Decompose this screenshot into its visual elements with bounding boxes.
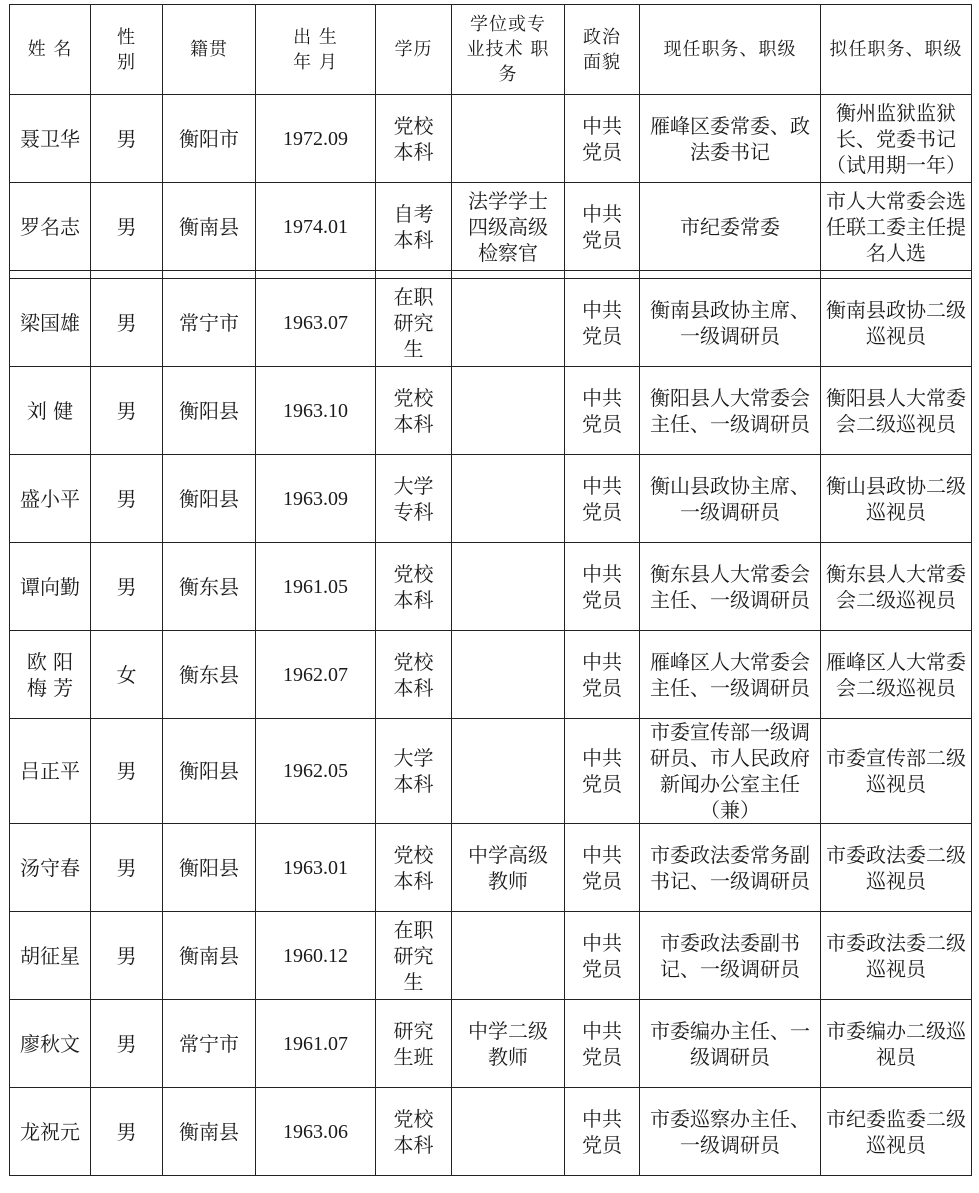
cell-political-text: 中共党员: [582, 746, 622, 796]
table-row: [10, 1000, 972, 1088]
cell-proposed-post: 市人大常委会选任联工委主任提名人选: [821, 183, 972, 271]
cell-education-text: 在职研究生: [393, 917, 434, 994]
cell-origin: 衡阳县: [163, 824, 256, 912]
cell-birth: 1972.09: [256, 95, 376, 183]
cell-current-post: 市纪委常委: [640, 183, 821, 271]
table-row: [10, 824, 972, 912]
cell-degree: [452, 912, 565, 1000]
cell-origin: 衡南县: [163, 1088, 256, 1176]
cell-political-text: 中共党员: [582, 473, 622, 524]
cell-education-text: 党校本科: [393, 649, 434, 700]
cell-name: 刘 健: [10, 367, 91, 455]
cell-education: [376, 631, 452, 719]
cell-political-text: 中共党员: [582, 1106, 622, 1157]
cell-political: [565, 455, 640, 543]
cell-current-post: 市委巡察办主任、一级调研员: [640, 1088, 821, 1176]
cell-current-post: 衡山县政协主席、一级调研员: [640, 455, 821, 543]
table-row: [10, 367, 972, 455]
cell-gender: 男: [91, 279, 163, 367]
cell-gender: 男: [91, 367, 163, 455]
cell-degree-text: 中学高级教师: [468, 842, 548, 893]
cell-name-text: 欧 阳 梅 芳: [26, 649, 74, 700]
cell-political-text: 中共党员: [582, 1018, 622, 1069]
cell-education: [376, 824, 452, 912]
cell-gender: 女: [91, 631, 163, 719]
cell-gender: 男: [91, 1000, 163, 1088]
cell-proposed-post: 市委政法委二级巡视员: [821, 824, 972, 912]
cell-birth: 1963.09: [256, 455, 376, 543]
cell-political-text: 中共党员: [582, 385, 622, 436]
cell-proposed-post: 衡阳县人大常委会二级巡视员: [821, 367, 972, 455]
header-current-post: 现任职务、职级: [640, 5, 821, 95]
cell-education: [376, 95, 452, 183]
cell-birth: 1963.10: [256, 367, 376, 455]
cell-origin: 衡阳县: [163, 719, 256, 824]
cell-origin: 衡南县: [163, 183, 256, 271]
header-name: 姓 名: [10, 5, 91, 95]
cell-political: [565, 824, 640, 912]
cell-education: [376, 543, 452, 631]
header-gender-text: 性 别: [117, 26, 136, 73]
cell-current-post: 雁峰区委常委、政法委书记: [640, 95, 821, 183]
cell-birth: 1961.07: [256, 1000, 376, 1088]
header-education: 学历: [376, 5, 452, 95]
cell-proposed-post: 衡山县政协二级巡视员: [821, 455, 972, 543]
table-row: [10, 719, 972, 824]
cell-education-text: 党校本科: [393, 385, 434, 436]
cell-degree: [452, 455, 565, 543]
cell-current-post: 衡阳县人大常委会主任、一级调研员: [640, 367, 821, 455]
cell-political-text: 中共党员: [582, 561, 622, 612]
cell-proposed-post: 衡东县人大常委会二级巡视员: [821, 543, 972, 631]
cell-political-text: 中共党员: [582, 842, 622, 893]
cell-origin: 衡东县: [163, 631, 256, 719]
cell-degree-text: 中学二级教师: [468, 1018, 548, 1069]
cell-proposed-post: 雁峰区人大常委会二级巡视员: [821, 631, 972, 719]
cell-political-text: 中共党员: [582, 930, 622, 981]
cell-gender: 男: [91, 183, 163, 271]
cell-education-text: 大学专科: [393, 473, 434, 524]
cell-name: 汤守春: [10, 824, 91, 912]
table-row: [10, 631, 972, 719]
cell-proposed-post: 市委政法委二级巡视员: [821, 912, 972, 1000]
cell-origin: 衡阳县: [163, 455, 256, 543]
cell-name: 聂卫华: [10, 95, 91, 183]
cell-name: 龙祝元: [10, 1088, 91, 1176]
cell-current-post: 衡东县人大常委会主任、一级调研员: [640, 543, 821, 631]
cell-political-text: 中共党员: [582, 201, 622, 252]
cell-birth: 1962.07: [256, 631, 376, 719]
table-row: [10, 95, 972, 183]
cell-degree: [452, 1088, 565, 1176]
cell-education: [376, 1088, 452, 1176]
header-political: [565, 5, 640, 95]
cell-degree: [452, 1000, 565, 1088]
cell-birth: 1962.05: [256, 719, 376, 824]
cell-political: [565, 912, 640, 1000]
cell-political-text: 中共党员: [582, 113, 622, 164]
cell-education-text: 在职研究生: [393, 284, 434, 361]
cell-birth: 1961.05: [256, 543, 376, 631]
table-row: [10, 1088, 972, 1176]
cell-name: 吕正平: [10, 719, 91, 824]
header-birth-text: 出 生 年 月: [293, 26, 338, 73]
cell-name: 谭向勤: [10, 543, 91, 631]
header-political-text: 政治 面貌: [583, 26, 621, 73]
cell-gender: 男: [91, 543, 163, 631]
cell-political-text: 中共党员: [582, 649, 622, 700]
cell-political: [565, 631, 640, 719]
header-gender: [91, 5, 163, 95]
cell-gender: 男: [91, 95, 163, 183]
table-body: [10, 95, 972, 1176]
cell-political: [565, 719, 640, 824]
cell-degree: [452, 719, 565, 824]
cell-birth: 1960.12: [256, 912, 376, 1000]
cell-political: [565, 95, 640, 183]
cell-birth: 1963.06: [256, 1088, 376, 1176]
cell-current-post: 衡南县政协主席、一级调研员: [640, 279, 821, 367]
cell-education-text: 党校本科: [393, 1106, 434, 1157]
cell-proposed-post: 市纪委监委二级巡视员: [821, 1088, 972, 1176]
cell-gender: 男: [91, 719, 163, 824]
cell-origin: 衡阳市: [163, 95, 256, 183]
cell-political: [565, 367, 640, 455]
cell-political-text: 中共党员: [582, 297, 622, 348]
cell-political: [565, 1000, 640, 1088]
cell-gender: 男: [91, 1088, 163, 1176]
cell-birth: 1974.01: [256, 183, 376, 271]
cell-degree: [452, 367, 565, 455]
cell-origin: 衡南县: [163, 912, 256, 1000]
cell-proposed-post: 衡州监狱监狱长、党委书记（试用期一年）: [821, 95, 972, 183]
cell-political: [565, 1088, 640, 1176]
cell-education: [376, 912, 452, 1000]
cell-degree: [452, 543, 565, 631]
cell-degree: [452, 279, 565, 367]
cell-gender: 男: [91, 824, 163, 912]
cell-education-text: 自考本科: [393, 201, 434, 252]
header-degree: [452, 5, 565, 95]
cell-origin: 衡阳县: [163, 367, 256, 455]
cell-gender: 男: [91, 912, 163, 1000]
cell-education: [376, 455, 452, 543]
cell-education-text: 大学本科: [393, 746, 434, 796]
table-row: [10, 183, 972, 271]
cell-education: [376, 279, 452, 367]
cell-name: [10, 631, 91, 719]
cell-political: [565, 543, 640, 631]
cell-degree: [452, 824, 565, 912]
table-row: [10, 543, 972, 631]
cell-name: 胡征星: [10, 912, 91, 1000]
cell-birth: 1963.01: [256, 824, 376, 912]
cell-birth: 1963.07: [256, 279, 376, 367]
header-degree-text: 学位或专 业技术 职务: [466, 14, 550, 85]
cell-education: [376, 1000, 452, 1088]
cell-proposed-post: 市委宣传部二级巡视员: [821, 719, 972, 824]
cell-political: [565, 183, 640, 271]
cell-education: [376, 367, 452, 455]
cell-gender: 男: [91, 455, 163, 543]
cell-education: [376, 183, 452, 271]
cell-name: 盛小平: [10, 455, 91, 543]
cell-current-post: 市委编办主任、一级调研员: [640, 1000, 821, 1088]
spacer-row: [10, 271, 972, 279]
cell-origin: 衡东县: [163, 543, 256, 631]
table-row: [10, 912, 972, 1000]
cell-origin: 常宁市: [163, 1000, 256, 1088]
cell-proposed-post: 衡南县政协二级巡视员: [821, 279, 972, 367]
cell-degree: [452, 95, 565, 183]
cell-education-text: 党校本科: [393, 113, 434, 164]
cell-origin: 常宁市: [163, 279, 256, 367]
header-proposed-post: 拟任职务、职级: [821, 5, 972, 95]
cell-proposed-post: 市委编办二级巡视员: [821, 1000, 972, 1088]
cell-current-post: 雁峰区人大常委会主任、一级调研员: [640, 631, 821, 719]
header-row: [10, 5, 972, 95]
cell-name: 廖秋文: [10, 1000, 91, 1088]
cell-current-post: 市委政法委常务副书记、一级调研员: [640, 824, 821, 912]
cell-degree-text: 法学学士四级高级检察官: [468, 188, 548, 265]
cell-current-post: 市委政法委副书记、一级调研员: [640, 912, 821, 1000]
cell-name: 梁国雄: [10, 279, 91, 367]
cell-name: 罗名志: [10, 183, 91, 271]
cell-education-text: 党校本科: [393, 561, 434, 612]
cell-education: [376, 719, 452, 824]
table-row: [10, 279, 972, 367]
header-birth: [256, 5, 376, 95]
personnel-table: [9, 4, 972, 1176]
cell-degree: [452, 631, 565, 719]
header-origin: 籍贯: [163, 5, 256, 95]
cell-current-post: 市委宣传部一级调研员、市人民政府新闻办公室主任（兼）: [640, 719, 821, 824]
cell-degree: [452, 183, 565, 271]
cell-education-text: 党校本科: [393, 842, 434, 893]
table-row: [10, 455, 972, 543]
cell-political: [565, 279, 640, 367]
cell-education-text: 研究生班: [393, 1018, 434, 1069]
